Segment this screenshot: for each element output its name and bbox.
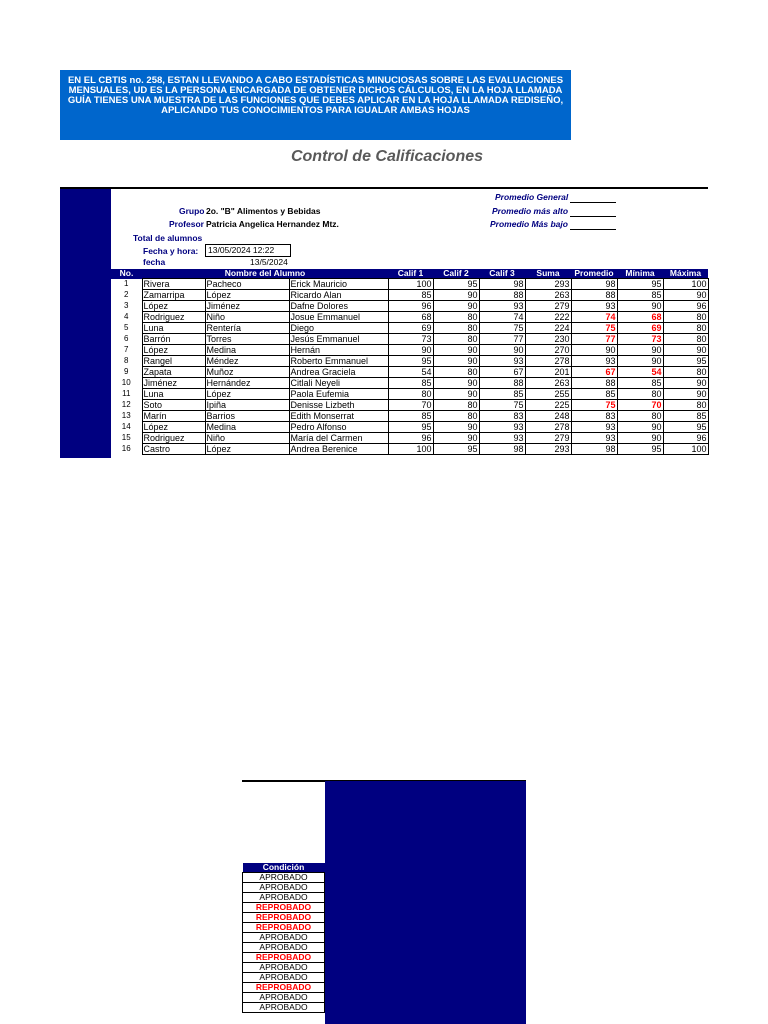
cell-nombre[interactable]: Josue Emmanuel (289, 312, 388, 323)
cell-calif1[interactable]: 73 (388, 334, 433, 345)
cell-minima[interactable]: 90 (617, 301, 663, 312)
table-row (111, 411, 708, 422)
list-item (243, 933, 325, 943)
no: 2 (124, 290, 129, 299)
fecha-value: 13/5/2024 (250, 257, 288, 267)
cell-calif1[interactable]: 96 (388, 433, 433, 444)
condicion-cell[interactable]: APROBADO (243, 933, 325, 943)
no: 8 (124, 356, 129, 365)
banner-line: MENSUALES, UD ES LA PERSONA ENCARGADA DE OBTENER DICHOS CÁLCULOS, EN LA HOJA LLAMADA (68, 85, 563, 96)
cell-minima[interactable]: 95 (617, 444, 663, 455)
no: 1 (124, 279, 129, 288)
list-item (243, 993, 325, 1003)
list-item (243, 943, 325, 953)
cell-promedio[interactable]: 93 (571, 356, 617, 367)
cell-apellido-materno[interactable]: Barrios (205, 411, 289, 422)
cell-apellido-materno[interactable]: Niño (205, 433, 289, 444)
header-nombre: Nombre del Alumno (142, 269, 388, 279)
table-row (111, 290, 708, 301)
cell-nombre[interactable]: Denisse Lizbeth (289, 400, 388, 411)
cell-apellido-paterno[interactable]: Castro (142, 444, 205, 455)
cell-apellido-materno[interactable]: Méndez (205, 356, 289, 367)
cell-promedio[interactable]: 93 (571, 422, 617, 433)
cell-calif1[interactable]: 85 (388, 290, 433, 301)
cell-promedio[interactable]: 85 (571, 389, 617, 400)
promedio-bajo-label: Promedio Más bajo (490, 219, 568, 229)
cell-calif1[interactable]: 54 (388, 367, 433, 378)
banner-line: GUÍA TIENES UNA MUESTRA DE LAS FUNCIONES QUE DEBES APLICAR EN LA HOJA LLAMADA REDISEÑO, (67, 95, 564, 106)
cell-apellido-materno[interactable]: Medina (205, 422, 289, 433)
cell-calif1[interactable]: 80 (388, 389, 433, 400)
grades-table (111, 269, 709, 455)
header-minima: Mínima (617, 269, 663, 279)
table-row (111, 400, 708, 411)
list-item (243, 983, 325, 993)
cell-suma[interactable]: 293 (525, 444, 571, 455)
cell-suma[interactable]: 263 (525, 290, 571, 301)
cell-suma[interactable]: 293 (525, 279, 571, 290)
cell-maxima[interactable]: 80 (663, 334, 708, 345)
condicion-cell[interactable]: APROBADO (243, 893, 325, 903)
cell-minima[interactable]: 70 (617, 400, 663, 411)
cell-calif2[interactable]: 95 (433, 444, 479, 455)
cell-calif2[interactable]: 80 (433, 367, 479, 378)
cell-calif1[interactable]: 95 (388, 356, 433, 367)
cell-calif3[interactable]: 93 (479, 356, 525, 367)
cell-promedio[interactable]: 67 (571, 367, 617, 378)
cell-calif3[interactable]: 90 (479, 345, 525, 356)
cell-maxima[interactable]: 96 (663, 301, 708, 312)
cell-calif2[interactable]: 90 (433, 422, 479, 433)
table-row (111, 334, 708, 345)
condicion-cell[interactable]: APROBADO (243, 973, 325, 983)
cell-apellido-materno[interactable]: Ipiña (205, 400, 289, 411)
cell-promedio[interactable]: 90 (571, 345, 617, 356)
cell-calif2[interactable]: 90 (433, 389, 479, 400)
navy-lower-panel (325, 781, 526, 1024)
cell-maxima[interactable]: 80 (663, 367, 708, 378)
total-alumnos-label: Total de alumnos (133, 233, 203, 243)
cell-calif3[interactable]: 98 (479, 279, 525, 290)
cell-promedio[interactable]: 88 (571, 290, 617, 301)
cell-apellido-paterno[interactable]: Luna (142, 323, 205, 334)
cell-nombre[interactable]: Citlali Neyeli (289, 378, 388, 389)
cell-promedio[interactable]: 98 (571, 279, 617, 290)
cell-calif1[interactable]: 100 (388, 279, 433, 290)
cell-calif2[interactable]: 90 (433, 378, 479, 389)
cell-maxima[interactable]: 90 (663, 290, 708, 301)
no: 12 (121, 400, 131, 409)
cell-suma[interactable]: 279 (525, 433, 571, 444)
condicion-cell[interactable]: APROBADO (243, 873, 325, 883)
cell-promedio[interactable]: 83 (571, 411, 617, 422)
condicion-cell[interactable]: REPROBADO (243, 953, 325, 963)
promedio-bajo-cell[interactable] (570, 229, 616, 230)
list-item (243, 1003, 325, 1013)
table-row (111, 378, 708, 389)
cell-calif2[interactable]: 80 (433, 411, 479, 422)
cell-suma[interactable]: 230 (525, 334, 571, 345)
cell-apellido-paterno[interactable]: López (142, 345, 205, 356)
condicion-header: Condición (243, 863, 325, 873)
cell-apellido-paterno[interactable]: Jiménez (142, 378, 205, 389)
cell-minima[interactable]: 85 (617, 378, 663, 389)
cell-nombre[interactable]: Edith Monserrat (289, 411, 388, 422)
cell-maxima[interactable]: 95 (663, 422, 708, 433)
cell-calif2[interactable]: 90 (433, 301, 479, 312)
condicion-cell[interactable]: REPROBADO (243, 923, 325, 933)
header-suma: Suma (525, 269, 571, 279)
cell-maxima[interactable]: 80 (663, 323, 708, 334)
table-row (111, 444, 708, 455)
table-row (111, 356, 708, 367)
cell-suma[interactable]: 279 (525, 301, 571, 312)
cell-nombre[interactable]: Hernán (289, 345, 388, 356)
header-no: No. (111, 269, 142, 279)
cell-suma[interactable]: 222 (525, 312, 571, 323)
promedio-alto-label: Promedio más alto (492, 206, 569, 216)
no: 9 (124, 367, 129, 376)
list-item (243, 913, 325, 923)
cell-calif3[interactable]: 83 (479, 411, 525, 422)
cell-calif3[interactable]: 75 (479, 323, 525, 334)
cell-nombre[interactable]: Pedro Alfonso (289, 422, 388, 433)
cell-calif3[interactable]: 75 (479, 400, 525, 411)
cell-minima[interactable]: 80 (617, 389, 663, 400)
cell-calif2[interactable]: 90 (433, 433, 479, 444)
list-item (243, 873, 325, 883)
cell-apellido-materno[interactable]: Rentería (205, 323, 289, 334)
cell-minima[interactable]: 90 (617, 433, 663, 444)
cell-calif1[interactable]: 96 (388, 301, 433, 312)
cell-apellido-materno[interactable]: Pacheco (205, 279, 289, 290)
cell-promedio[interactable]: 93 (571, 301, 617, 312)
cell-suma[interactable]: 248 (525, 411, 571, 422)
cell-apellido-paterno[interactable]: Luna (142, 389, 205, 400)
banner-line: EN EL CBTIS no. 258, ESTAN LLEVANDO A CABO ESTADÍSTICAS MINUCIOSAS SOBRE LAS EVALUACIONES (67, 75, 564, 86)
no: 3 (124, 301, 129, 310)
cell-minima[interactable]: 90 (617, 356, 663, 367)
list-item (243, 923, 325, 933)
profesor-value: Patricia Angelica Hernandez Mtz. (206, 219, 339, 229)
cell-nombre[interactable]: María del Carmen (289, 433, 388, 444)
cell-promedio[interactable]: 98 (571, 444, 617, 455)
header-promedio: Promedio (571, 269, 617, 279)
condicion-cell[interactable]: APROBADO (243, 1003, 325, 1013)
cell-apellido-materno[interactable]: Jiménez (205, 301, 289, 312)
cell-apellido-paterno[interactable]: Rodriguez (142, 433, 205, 444)
condicion-table (242, 863, 325, 1013)
cell-calif3[interactable]: 98 (479, 444, 525, 455)
cell-apellido-materno[interactable]: López (205, 389, 289, 400)
cell-calif1[interactable]: 68 (388, 312, 433, 323)
no: 4 (124, 312, 129, 321)
list-item (243, 883, 325, 893)
banner-line: APLICANDO TUS CONOCIMIENTOS PARA IGUALAR AMBAS HOJAS (161, 105, 470, 116)
cell-maxima[interactable]: 80 (663, 312, 708, 323)
cell-nombre[interactable]: Dafne Dolores (289, 301, 388, 312)
cell-calif3[interactable]: 93 (479, 301, 525, 312)
cell-calif2[interactable]: 90 (433, 290, 479, 301)
instructions-banner (60, 70, 571, 140)
cell-nombre[interactable]: Andrea Graciela (289, 367, 388, 378)
cell-nombre[interactable]: Paola Eufemia (289, 389, 388, 400)
table-header-row (111, 269, 708, 279)
cell-calif2[interactable]: 95 (433, 279, 479, 290)
grupo-label: Grupo (179, 206, 205, 216)
cell-maxima[interactable]: 80 (663, 400, 708, 411)
cell-calif3[interactable]: 67 (479, 367, 525, 378)
header-calif3: Calif 3 (479, 269, 525, 279)
condicion-cell[interactable]: APROBADO (243, 943, 325, 953)
cell-suma[interactable]: 225 (525, 400, 571, 411)
grupo-value: 2o. "B" Alimentos y Bebidas (206, 206, 321, 216)
cell-calif3[interactable]: 88 (479, 290, 525, 301)
cell-maxima[interactable]: 85 (663, 411, 708, 422)
cell-calif1[interactable]: 100 (388, 444, 433, 455)
promedio-general-label: Promedio General (495, 192, 569, 202)
cell-suma[interactable]: 255 (525, 389, 571, 400)
cell-promedio[interactable]: 88 (571, 378, 617, 389)
no: 7 (124, 345, 129, 354)
cell-suma[interactable]: 278 (525, 422, 571, 433)
cell-apellido-paterno[interactable]: Rivera (142, 279, 205, 290)
cell-apellido-materno[interactable]: López (205, 290, 289, 301)
cell-apellido-materno[interactable]: Torres (205, 334, 289, 345)
cell-calif2[interactable]: 90 (433, 345, 479, 356)
table-row (111, 367, 708, 378)
cell-nombre[interactable]: Roberto Emmanuel (289, 356, 388, 367)
no: 5 (124, 323, 129, 332)
cell-maxima[interactable]: 90 (663, 378, 708, 389)
cell-calif2[interactable]: 80 (433, 334, 479, 345)
cell-nombre[interactable]: Andrea Berenice (289, 444, 388, 455)
cell-calif3[interactable]: 74 (479, 312, 525, 323)
cell-calif2[interactable]: 80 (433, 323, 479, 334)
cell-calif3[interactable]: 88 (479, 378, 525, 389)
table-row (111, 345, 708, 356)
cell-minima[interactable]: 68 (617, 312, 663, 323)
cell-promedio[interactable]: 93 (571, 433, 617, 444)
cell-nombre[interactable]: Jesús Emmanuel (289, 334, 388, 345)
header-maxima: Máxima (663, 269, 708, 279)
list-item (243, 903, 325, 913)
cell-suma[interactable]: 224 (525, 323, 571, 334)
cell-apellido-paterno[interactable]: Zamarripa (142, 290, 205, 301)
fecha-hora-cell[interactable]: 13/05/2024 12:22 (205, 244, 291, 257)
cell-promedio[interactable]: 75 (571, 323, 617, 334)
cell-calif1[interactable]: 95 (388, 422, 433, 433)
no: 13 (121, 411, 131, 420)
cell-minima[interactable]: 90 (617, 345, 663, 356)
no: 16 (121, 444, 131, 453)
condicion-cell[interactable]: APROBADO (243, 883, 325, 893)
cell-apellido-paterno[interactable]: Soto (142, 400, 205, 411)
cell-apellido-materno[interactable]: Hernández (205, 378, 289, 389)
table-row (111, 312, 708, 323)
cell-calif1[interactable]: 70 (388, 400, 433, 411)
cell-minima[interactable]: 80 (617, 411, 663, 422)
no: 15 (121, 433, 131, 442)
cell-suma[interactable]: 263 (525, 378, 571, 389)
cell-apellido-paterno[interactable]: López (142, 422, 205, 433)
cell-maxima[interactable]: 100 (663, 279, 708, 290)
page-title: Control de Calificaciones (290, 148, 484, 165)
header-calif1: Calif 1 (388, 269, 433, 279)
fecha-label: fecha (143, 257, 166, 267)
table-row (111, 389, 708, 400)
cell-minima[interactable]: 54 (617, 367, 663, 378)
cell-calif3[interactable]: 93 (479, 422, 525, 433)
condicion-cell[interactable]: APROBADO (243, 963, 325, 973)
cell-apellido-paterno[interactable]: Barrón (142, 334, 205, 345)
list-item (243, 973, 325, 983)
cell-apellido-materno[interactable]: Niño (205, 312, 289, 323)
cell-suma[interactable]: 278 (525, 356, 571, 367)
promedio-general-cell[interactable] (570, 202, 616, 203)
list-item (243, 963, 325, 973)
table-row (111, 301, 708, 312)
cell-nombre[interactable]: Ricardo Alan (289, 290, 388, 301)
list-item (243, 953, 325, 963)
profesor-label: Profesor (169, 219, 204, 229)
cell-promedio[interactable]: 77 (571, 334, 617, 345)
table-row (111, 323, 708, 334)
cell-suma[interactable]: 270 (525, 345, 571, 356)
cell-apellido-paterno[interactable]: Rodriguez (142, 312, 205, 323)
cell-maxima[interactable]: 95 (663, 356, 708, 367)
fecha-hora-label: Fecha y hora: (143, 246, 199, 256)
no: 14 (121, 422, 131, 431)
table-row (111, 433, 708, 444)
cell-maxima[interactable]: 100 (663, 444, 708, 455)
cell-apellido-materno[interactable]: Muñoz (205, 367, 289, 378)
cell-calif1[interactable]: 85 (388, 378, 433, 389)
cell-calif2[interactable]: 90 (433, 356, 479, 367)
cell-promedio[interactable]: 75 (571, 400, 617, 411)
condicion-cell[interactable]: APROBADO (243, 993, 325, 1003)
promedio-alto-cell[interactable] (570, 216, 616, 217)
cell-calif3[interactable]: 85 (479, 389, 525, 400)
cell-apellido-materno[interactable]: López (205, 444, 289, 455)
cell-apellido-paterno[interactable]: López (142, 301, 205, 312)
condicion-cell[interactable]: REPROBADO (243, 903, 325, 913)
cell-suma[interactable]: 201 (525, 367, 571, 378)
cell-apellido-paterno[interactable]: Zapata (142, 367, 205, 378)
cell-minima[interactable]: 73 (617, 334, 663, 345)
no: 11 (122, 389, 131, 398)
table-row (111, 422, 708, 433)
no: 10 (121, 378, 131, 387)
cell-calif1[interactable]: 85 (388, 411, 433, 422)
cell-maxima[interactable]: 96 (663, 433, 708, 444)
cell-nombre[interactable]: Erick Mauricio (289, 279, 388, 290)
condicion-cell[interactable]: REPROBADO (243, 983, 325, 993)
list-item (243, 893, 325, 903)
cell-calif3[interactable]: 77 (479, 334, 525, 345)
no: 6 (124, 334, 129, 343)
cell-calif3[interactable]: 93 (479, 433, 525, 444)
header-calif2: Calif 2 (433, 269, 479, 279)
cell-nombre[interactable]: Diego (289, 323, 388, 334)
cell-apellido-paterno[interactable]: Rangel (142, 356, 205, 367)
top-divider (60, 187, 708, 189)
cell-minima[interactable]: 90 (617, 422, 663, 433)
cell-calif2[interactable]: 80 (433, 400, 479, 411)
cell-apellido-paterno[interactable]: Marín (142, 411, 205, 422)
cell-calif1[interactable]: 90 (388, 345, 433, 356)
cell-minima[interactable]: 69 (617, 323, 663, 334)
cell-minima[interactable]: 85 (617, 290, 663, 301)
condicion-cell[interactable]: REPROBADO (243, 913, 325, 923)
cell-maxima[interactable]: 90 (663, 345, 708, 356)
cell-maxima[interactable]: 90 (663, 389, 708, 400)
cell-calif1[interactable]: 69 (388, 323, 433, 334)
cell-promedio[interactable]: 74 (571, 312, 617, 323)
cell-calif2[interactable]: 80 (433, 312, 479, 323)
navy-side-panel (60, 187, 111, 458)
cell-apellido-materno[interactable]: Medina (205, 345, 289, 356)
cell-minima[interactable]: 95 (617, 279, 663, 290)
table-row (111, 279, 708, 290)
